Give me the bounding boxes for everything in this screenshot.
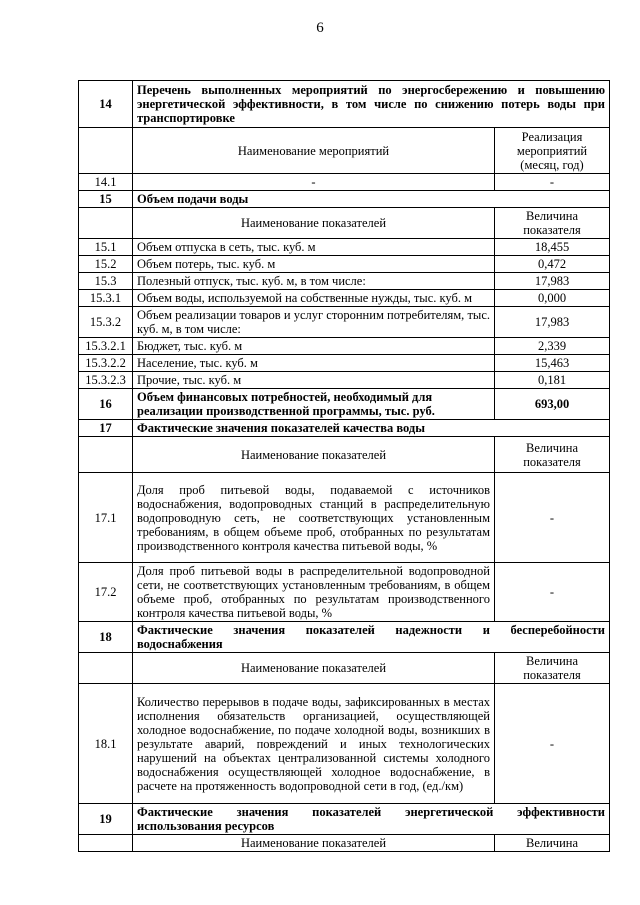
column-header-name: Наименование показателей: [133, 653, 495, 684]
row-number: 17.1: [79, 473, 133, 563]
section-title: Объем финансовых потребностей, необходимый для реализации производственной программы, тыс. руб.: [133, 389, 495, 420]
row-value: -: [495, 473, 610, 563]
section-title: Перечень выполненных мероприятий по энергосбережению и повышению энергетической эффективности, в том числе по снижению потерь воды при транспортировке: [133, 81, 610, 128]
page-number: 6: [316, 20, 324, 36]
row-name: Полезный отпуск, тыс. куб. м, в том числе:: [133, 273, 495, 290]
row-value: 0,472: [495, 256, 610, 273]
section-18-header: [79, 622, 610, 653]
row-value: 15,463: [495, 355, 610, 372]
row-name: Прочие, тыс. куб. м: [133, 372, 495, 389]
table-row: [79, 273, 610, 290]
table-row: [79, 307, 610, 338]
row-number: 15.3.2.2: [79, 355, 133, 372]
column-header-name: Наименование показателей: [133, 208, 495, 239]
row-name: Население, тыс. куб. м: [133, 355, 495, 372]
table-row: [79, 239, 610, 256]
row-name: Объем отпуска в сеть, тыс. куб. м: [133, 239, 495, 256]
section-number: 17: [79, 420, 133, 437]
section-19-header: [79, 804, 610, 835]
table-row: [79, 338, 610, 355]
table-row: [79, 563, 610, 622]
row-number: 15.2: [79, 256, 133, 273]
column-header-name: Наименование показателей: [133, 835, 495, 852]
section-14-header: [79, 81, 610, 128]
table-row: [79, 355, 610, 372]
column-header-value: Величина: [495, 835, 610, 852]
column-header-row: [79, 835, 610, 852]
row-value: 18,455: [495, 239, 610, 256]
row-value: 0,181: [495, 372, 610, 389]
row-name: Объем воды, используемой на собственные нужды, тыс. куб. м: [133, 290, 495, 307]
row-name: Объем реализации товаров и услуг сторонним потребителям, тыс. куб. м, в том числе:: [133, 307, 495, 338]
row-number: 15.3.2.1: [79, 338, 133, 355]
section-number: 18: [79, 622, 133, 653]
column-header-row: [79, 128, 610, 174]
column-header-value: Величина показателя: [495, 653, 610, 684]
section-16-row: [79, 389, 610, 420]
row-number: 15.3: [79, 273, 133, 290]
row-number: 17.2: [79, 563, 133, 622]
section-number: 16: [79, 389, 133, 420]
table-row: [79, 256, 610, 273]
column-header-value: Величина показателя: [495, 208, 610, 239]
column-header-row: [79, 208, 610, 239]
table-row: [79, 684, 610, 804]
row-value: 0,000: [495, 290, 610, 307]
row-value: -: [495, 563, 610, 622]
empty-cell: [79, 835, 133, 852]
row-value: 17,983: [495, 307, 610, 338]
table-row: [79, 290, 610, 307]
row-name: Количество перерывов в подаче воды, зафиксированных в местах исполнения обязательств организацией, осуществляющей холодное водоснабжение, по подаче холодной воды, возникших в результате аварий, повреждений и иных технологических нарушений на объектах централизованной системы холодного водоснабжения осуществляющей холодное водоснабжение, в расчете на протяженность водопроводной сети в год, (ед./км): [133, 684, 495, 804]
row-number: 14.1: [79, 174, 133, 191]
financial-need-value: 693,00: [495, 389, 610, 420]
table-row: [79, 372, 610, 389]
section-title: Фактические значения показателей энергетической эффективности использования ресурсов: [133, 804, 610, 835]
table-row: [79, 473, 610, 563]
section-17-header: [79, 420, 610, 437]
empty-cell: [79, 128, 133, 174]
row-value: 2,339: [495, 338, 610, 355]
section-title: Объем подачи воды: [133, 191, 610, 208]
row-number: 15.3.2: [79, 307, 133, 338]
row-value: -: [495, 684, 610, 804]
column-header-name: Наименование мероприятий: [133, 128, 495, 174]
section-title: Фактические значения показателей надежности и бесперебойности водоснабжения: [133, 622, 610, 653]
section-number: 19: [79, 804, 133, 835]
section-title: Фактические значения показателей качества воды: [133, 420, 610, 437]
column-header-row: [79, 437, 610, 473]
section-number: 15: [79, 191, 133, 208]
program-table: [78, 80, 610, 852]
row-value: -: [495, 174, 610, 191]
column-header-value: Величина показателя: [495, 437, 610, 473]
empty-cell: [79, 653, 133, 684]
row-name: Доля проб питьевой воды в распределительной водопроводной сети, не соответствующих установленным требованиям, в общем объеме проб, отобранных по результатам производственного контроля качества питьевой воды, %: [133, 563, 495, 622]
row-name: Бюджет, тыс. куб. м: [133, 338, 495, 355]
section-number: 14: [79, 81, 133, 128]
column-header-value: Реализация мероприятий (месяц, год): [495, 128, 610, 174]
row-name: Объем потерь, тыс. куб. м: [133, 256, 495, 273]
column-header-row: [79, 653, 610, 684]
row-number: 15.3.2.3: [79, 372, 133, 389]
row-name: Доля проб питьевой воды, подаваемой с источников водоснабжения, водопроводных станций в распределительную водопроводную сеть, не соответствующих установленным требованиям, в общем объеме проб, отобранных по результатам производственного контроля качества питьевой воды, %: [133, 473, 495, 563]
column-header-name: Наименование показателей: [133, 437, 495, 473]
table-row: [79, 174, 610, 191]
row-name: -: [133, 174, 495, 191]
row-number: 15.3.1: [79, 290, 133, 307]
row-value: 17,983: [495, 273, 610, 290]
row-number: 15.1: [79, 239, 133, 256]
section-15-header: [79, 191, 610, 208]
empty-cell: [79, 437, 133, 473]
empty-cell: [79, 208, 133, 239]
row-number: 18.1: [79, 684, 133, 804]
